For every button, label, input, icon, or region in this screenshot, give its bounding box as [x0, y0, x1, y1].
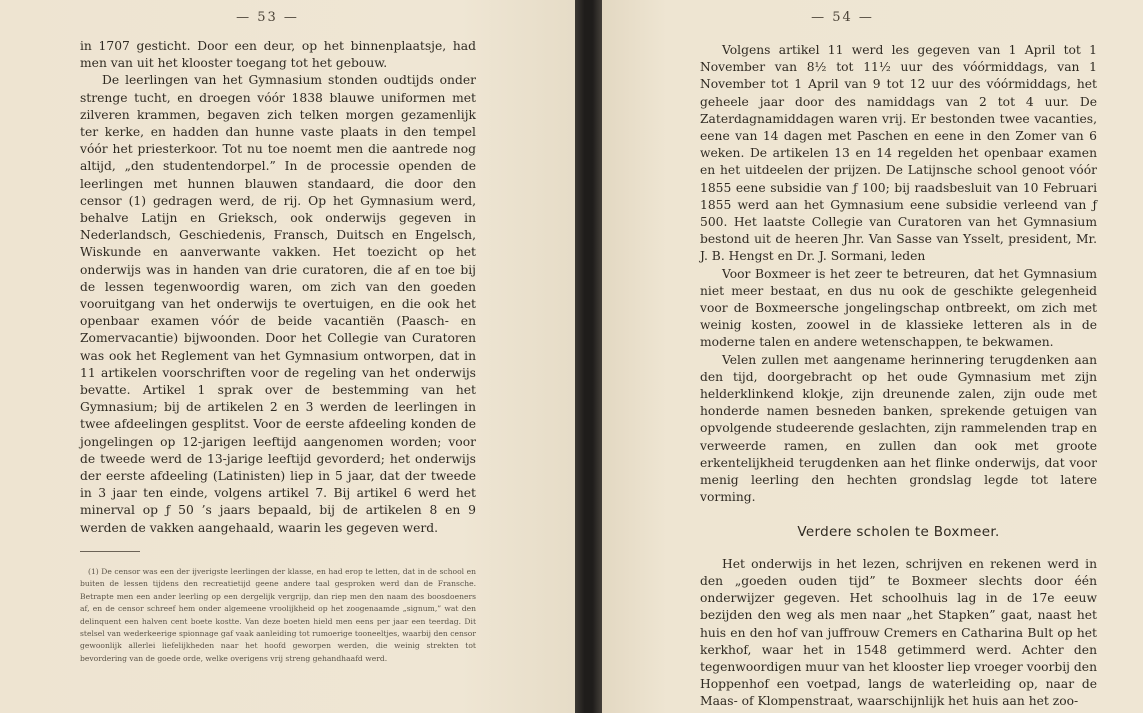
- paragraph: in 1707 gesticht. Door een deur, op het binnenplaatsje, had men van uit het klooster toegang tot het gebouw.: [80, 39, 476, 71]
- paragraph: Volgens artikel 11 werd les gegeven van 1 April tot 1 November van 8½ tot 11½ uur des vóórmiddags, van 1 November tot 1 April van 9 tot 12 uur des vóórmiddags, het geheele jaar door des namiddags van 2 tot 4 uur. De Zaterdagnamiddagen waren vrij. Er bestonden twee vacanties, eene van 14 dagen met Paschen en eene in den Zomer van 6 weken. De artikelen 13 en 14 regelden het openbaar examen en het uitdeelen der prijzen. De Latijnsche school genoot vóór 1855 eene subsidie van ƒ 100; bij raadsbesluit van 10 Februari 1855 werd aan het Gymnasium eene subsidie verleend van ƒ 500. Het laatste Collegie van Curatoren van het Gymnasium bestond uit de heeren Jhr. Van Sasse van Ysselt, president, Mr. J. B. Hengst en Dr. J. Sormani, leden: [700, 43, 1097, 264]
- section-heading: Verdere scholen te Boxmeer.: [797, 524, 1000, 541]
- footnote: [80, 566, 476, 665]
- page-number-53: — 53 —: [236, 10, 299, 25]
- paragraph: Voor Boxmeer is het zeer te betreuren, dat het Gymnasium niet meer bestaat, en dus nu ook de geschikte gelegenheid voor de Boxmeersche jongelingschap ontbreekt, om zich met weinig kosten, zoowel in de klassieke letteren als in de moderne talen en andere wetenschappen, te bekwamen.: [700, 266, 1097, 350]
- paragraph: Het onderwijs in het lezen, schrijven en rekenen werd in den „goeden ouden tijd” te Boxmeer slechts door één onderwijzer gegeven. Het schoolhuis lag in de 17e eeuw bezijden den weg als men naar „het Stapken” gaat, naast het huis en den hof van juffrouw Cremers en Catharina Bult op het kerkhof, waar het in 1548 getimmerd werd. Achter den tegenwoordigen muur van het klooster liep vroeger voorbij den Hoppenhof een voetpad, langs de waterleiding op, naar de Maas- of Klompenstraat, waarschijnlijk het huis aan het zoo-: [700, 556, 1097, 709]
- paragraph: De leerlingen van het Gymnasium stonden oudtijds onder strenge tucht, en droegen vóór 1838 blauwe uniformen met zilveren krammen, begaven zich telken morgen gezamenlijk ter kerke, en hadden dan hunne vaste plaats in den tempel vóór het priesterkoor. Tot nu toe noemt men die aantrede nog altijd, „den studentendorpel.” In de processie openden de leerlingen met hunnen blauwen standaard, die door den censor (1) gedragen werd, de rij. Op het Gymnasium werd, behalve Latijn en Grieksch, ook onderwijs gegeven in Nederlandsch, Geschiedenis, Fransch, Duitsch en Engelsch, Wiskunde en aanverwante vakken. Het toezicht op het onderwijs was in handen van drie curatoren, die af en toe bij de lessen tegenwoordig waren, om zich van den goeden vooruitgang van het onderwijs te overtuigen, en die ook het openbaar examen vóór de beide vacantiën (Paasch- en Zomervacantie) bijwoonden. Door het Collegie van Curatoren was ook het Reglement van het Gymnasium ontworpen, dat in 11 artikelen voorschriften voor de regeling van het onderwijs bevatte. Artikel 1 sprak over de bestemming van het Gymnasium; bij de artikelen 2 en 3 werden de leerlingen in twee afdeelingen gesplitst. Voor de eerste afdeeling konden de jongelingen op 12-jarigen leeftijd aangenomen worden; voor de tweede werd de 13-jarige leeftijd gevorderd; het onderwijs der eerste afdeeling (Latinisten) liep in 5 jaar, dat der tweede in 3 jaar ten einde, volgens artikel 7. Bij artikel 6 werd het minerval op ƒ 50 ’s jaars bepaald, bij de artikelen 8 en 9 werden de vakken aangehaald, waarin les gegeven werd.: [80, 73, 476, 535]
- right-page-body: [700, 42, 1097, 711]
- footnote-divider: [80, 551, 140, 552]
- footnote-text: (1) De censor was een der ijverigste leerlingen der klasse, en had erop te letten, dat in de school en buiten de lessen tijdens den recreatietijd geene andere taal gesproken werd dan de Fransche. Betrapte men een ander leerling op een dergelijk vergrijp, dan riep men den naam des boosdoeners af, en de censor schreef hem onder algemeene vroolijkheid op het zoogenaamde „signum,” wat den delinquent een halven cent boete kostte. Van deze boeten hield men eens per jaar een teerdag. Dit stelsel van wederkeerige spionnage gaf vaak aanleiding tot rumoerige tooneeltjes, waarbij den censor gewoonlijk allerlei liefelijkheden naar het hoofd geworpen werden, die weinig strekten tot bevordering van de goede orde, welke overigens vrij streng gehandhaafd werd.: [80, 567, 476, 663]
- page-number-54: — 54 —: [811, 10, 874, 25]
- left-page-body: [80, 38, 476, 537]
- book-gutter: [575, 0, 602, 713]
- paragraph: Velen zullen met aangename herinnering terugdenken aan den tijd, doorgebracht op het oude Gymnasium met zijn helderklinkend klokje, zijn dreunende zalen, zijn oude met honderde namen besneden banken, sprekende getuigen van opvolgende studeerende geslachten, zijn rammelenden trap en verweerde ramen, en zullen dan ook met groote erkentelijkheid terugdenken aan het flinke onderwijs, dat voor menig leerling den hechten grondslag legde tot latere vorming.: [700, 352, 1097, 505]
- right-page: [602, 0, 1143, 713]
